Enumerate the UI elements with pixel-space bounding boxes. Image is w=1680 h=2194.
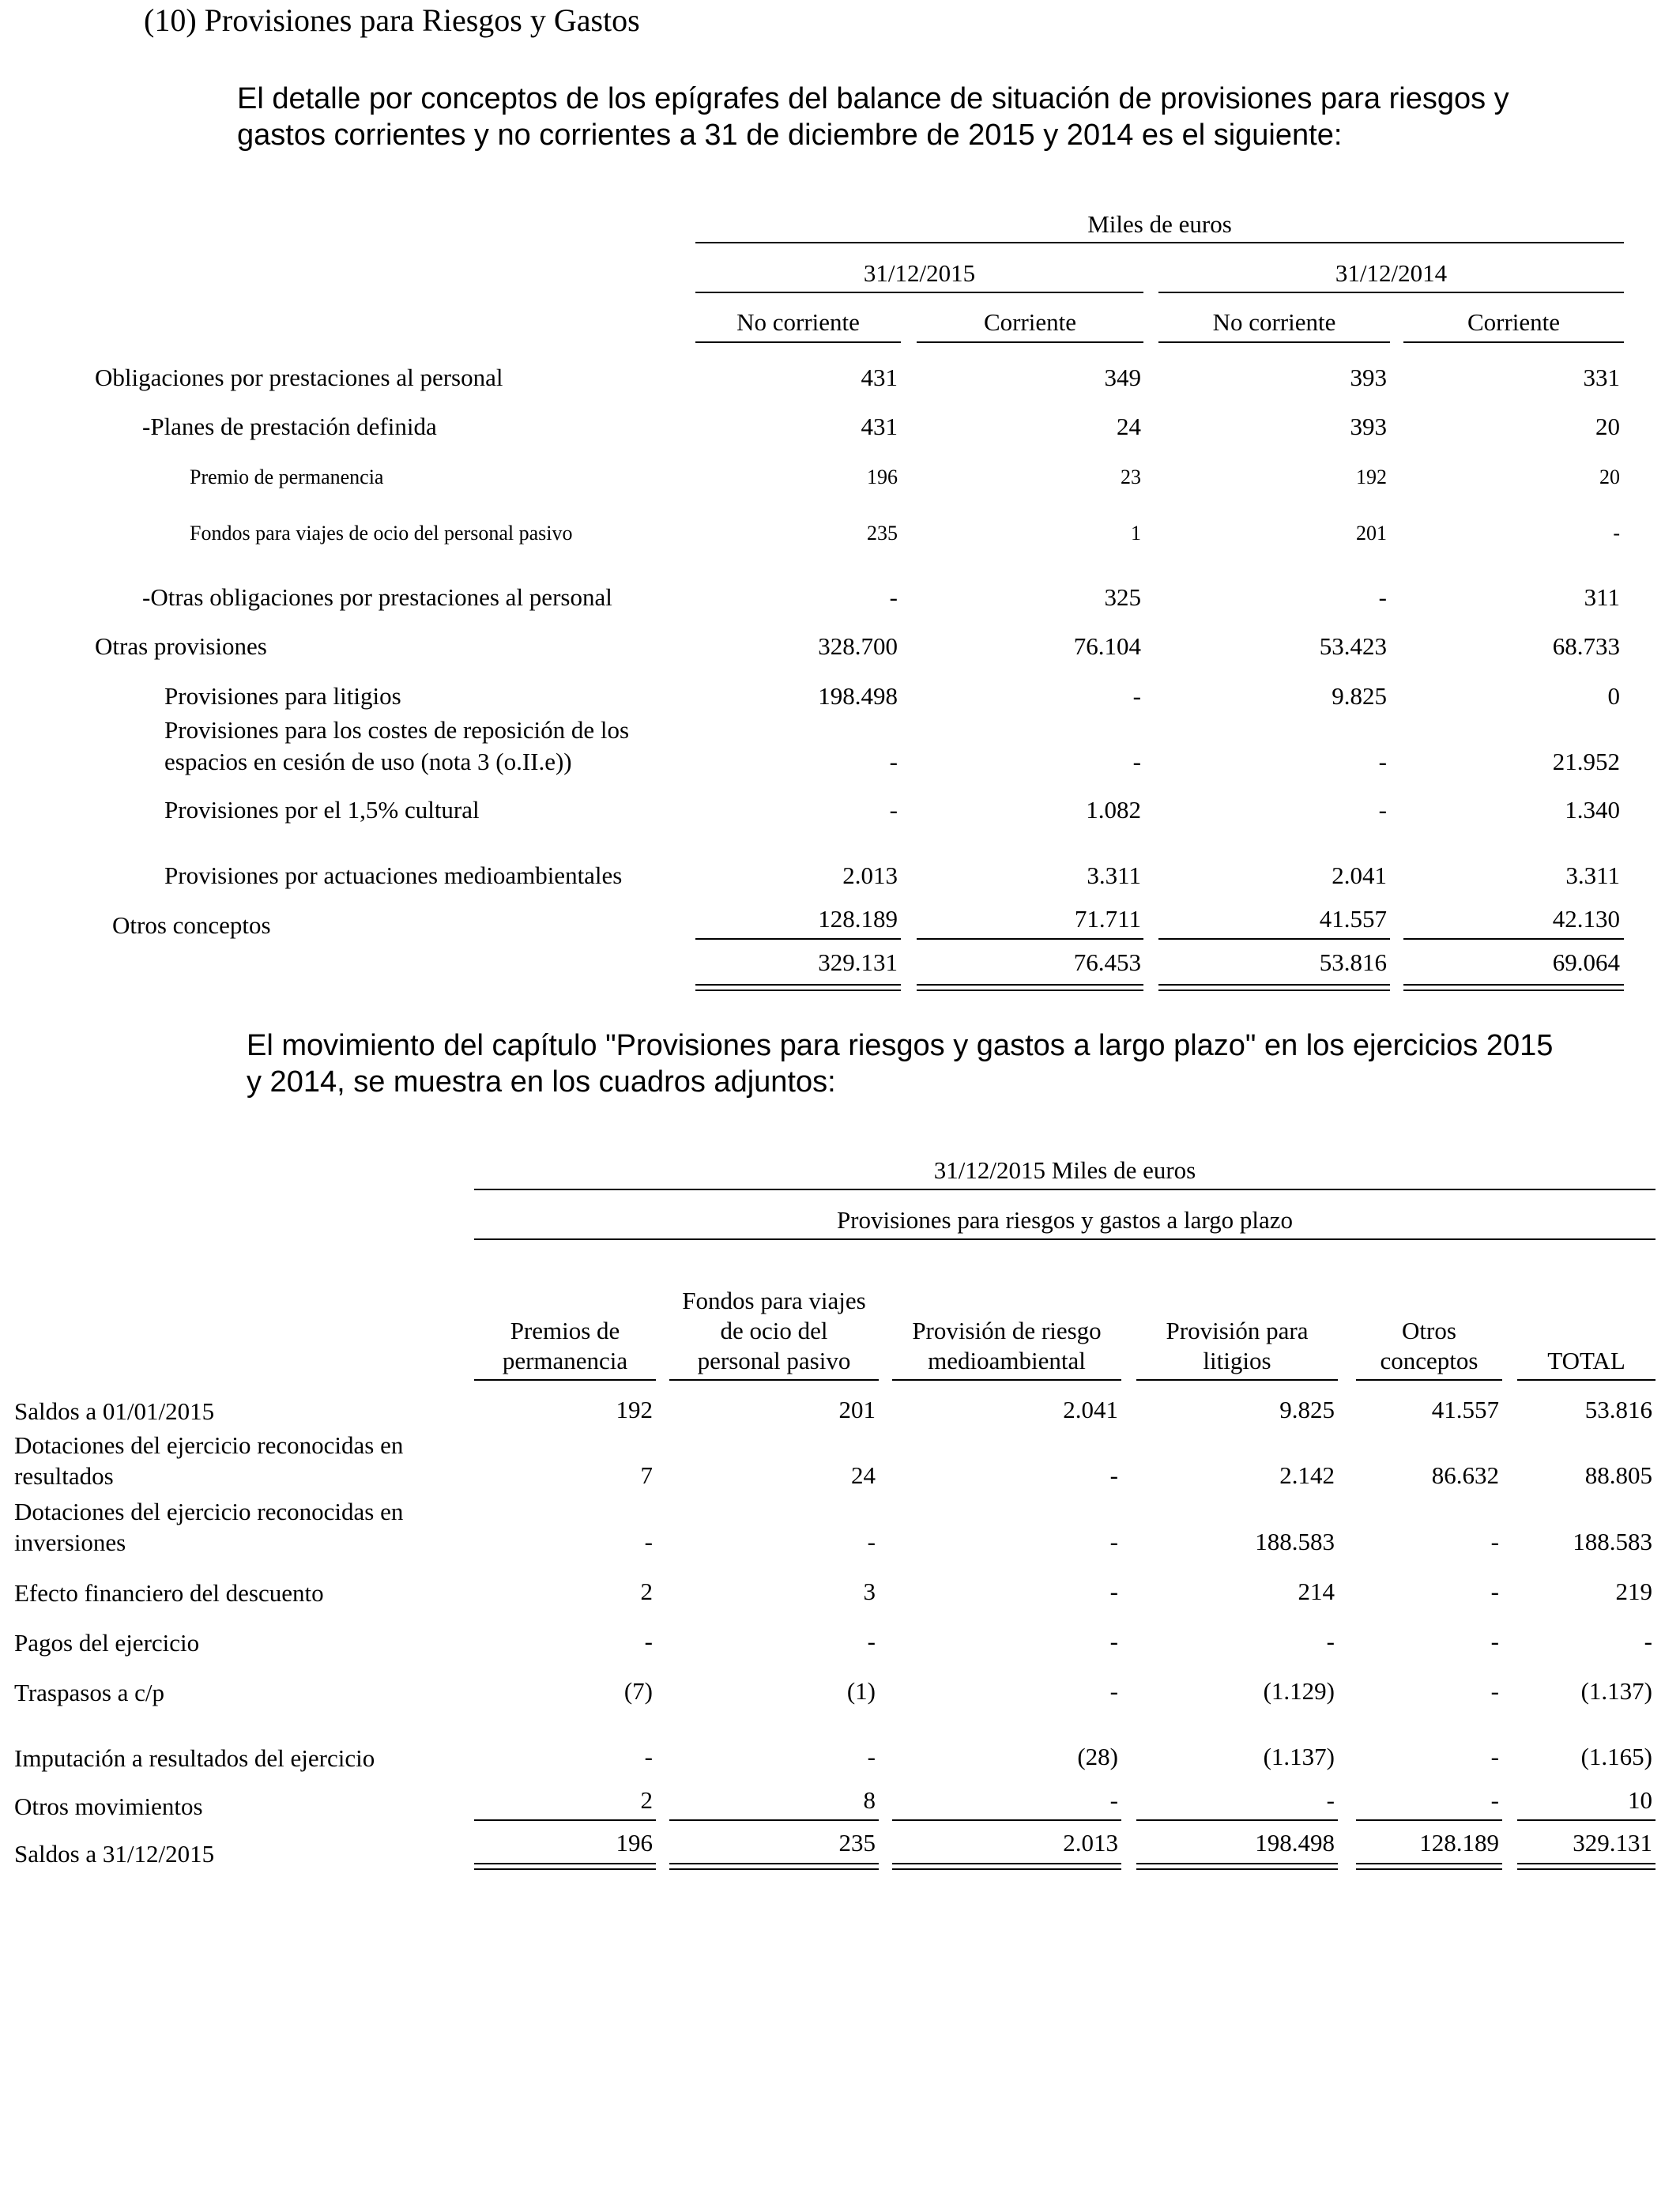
divider xyxy=(474,1189,1656,1190)
table2-row-label: Dotaciones del ejercicio reconocidas en inversiones xyxy=(14,1498,404,1556)
table2-total: 329.131 xyxy=(1573,1829,1652,1857)
table1-cell: 328.700 xyxy=(818,632,898,660)
table2-row-label: Saldos a 01/01/2015 xyxy=(14,1397,215,1425)
double-underline xyxy=(892,1863,1121,1870)
table1-cell: 53.423 xyxy=(1319,632,1387,660)
table1-period-2014: 31/12/2014 xyxy=(1335,259,1448,287)
table2-cell: 214 xyxy=(1298,1578,1335,1605)
table1-cell: 68.733 xyxy=(1552,632,1620,660)
divider xyxy=(695,938,901,940)
table1-total: 53.816 xyxy=(1319,948,1387,976)
divider xyxy=(474,1379,656,1381)
table1-cell: 24 xyxy=(1117,413,1141,440)
divider xyxy=(474,1819,656,1821)
table1-subheader: Corriente xyxy=(1467,308,1561,336)
table2-row-label: Saldos a 31/12/2015 xyxy=(14,1840,215,1868)
table2-row-label: Imputación a resultados del ejercicio xyxy=(14,1744,375,1772)
table2-cell: 192 xyxy=(616,1396,653,1423)
table1-cell: 431 xyxy=(861,364,898,391)
divider xyxy=(695,341,901,343)
table1-cell: 1.082 xyxy=(1086,796,1141,824)
table2-cell: 88.805 xyxy=(1584,1461,1652,1489)
table2-row-label: Efecto financiero del descuento xyxy=(14,1579,324,1607)
table1-cell: 192 xyxy=(1356,466,1387,488)
table1-row-label: -Planes de prestación definida xyxy=(142,413,437,440)
divider xyxy=(1403,341,1624,343)
table1-cell: 3.311 xyxy=(1087,861,1141,889)
table1-subheader: No corriente xyxy=(736,308,860,336)
table2-cell: - xyxy=(644,1743,653,1770)
table2-total: 198.498 xyxy=(1255,1829,1335,1857)
table2-column-header: Otros conceptos xyxy=(1380,1317,1478,1374)
table1-total: 69.064 xyxy=(1552,948,1620,976)
table2-column-header: Provisión de riesgo medioambiental xyxy=(912,1317,1102,1374)
table1-cell: - xyxy=(889,583,898,611)
table2-cell: 219 xyxy=(1615,1578,1652,1605)
table1-row-label: Provisiones por el 1,5% cultural xyxy=(164,796,480,824)
divider xyxy=(1356,1379,1502,1381)
divider xyxy=(669,1379,879,1381)
table2-cell: 8 xyxy=(863,1786,876,1814)
table1-cell: 41.557 xyxy=(1319,905,1387,933)
table1-cell: - xyxy=(1613,522,1620,545)
table2-cell: - xyxy=(1490,1578,1499,1605)
table1-cell: 2.041 xyxy=(1332,861,1387,889)
table1-row-label: espacios en cesión de uso (nota 3 (o.II.e)) xyxy=(164,748,572,775)
divider xyxy=(1158,938,1390,940)
table1-row-label: Fondos para viajes de ocio del personal pasivo xyxy=(190,522,573,545)
double-underline xyxy=(1136,1863,1338,1870)
table2-row-label: Traspasos a c/p xyxy=(14,1679,165,1706)
table2-cell: 7 xyxy=(640,1461,653,1489)
table2-cell: 2 xyxy=(640,1578,653,1605)
table1-subheader: No corriente xyxy=(1212,308,1336,336)
table2-cell: - xyxy=(867,1528,876,1555)
double-underline xyxy=(1158,984,1390,991)
section-title: (10) Provisiones para Riesgos y Gastos xyxy=(144,2,640,38)
table2-cell: - xyxy=(1326,1627,1335,1655)
intro-line: El detalle por conceptos de los epígrafes del balance de situación de provisiones para riesgos y xyxy=(237,82,1509,115)
table2-cell: 10 xyxy=(1628,1786,1652,1814)
table2-cell: 188.583 xyxy=(1573,1528,1652,1555)
table1-cell: 20 xyxy=(1599,466,1620,488)
table2-unit-header: 31/12/2015 Miles de euros xyxy=(933,1156,1196,1184)
table1-cell: 198.498 xyxy=(818,682,898,710)
divider xyxy=(1158,341,1390,343)
table1-cell: 1.340 xyxy=(1565,796,1620,824)
movement-line: y 2014, se muestra en los cuadros adjuntos: xyxy=(247,1065,836,1099)
table1-row-label: Provisiones para litigios xyxy=(164,682,401,710)
table2-cell: - xyxy=(1490,1743,1499,1770)
table2-cell: 2 xyxy=(640,1786,653,1814)
divider xyxy=(1356,1819,1502,1821)
table2-row-label: Otros movimientos xyxy=(14,1793,203,1820)
table2-cell: (7) xyxy=(623,1677,653,1705)
table2-cell: (1.137) xyxy=(1263,1743,1335,1770)
table1-cell: 201 xyxy=(1356,522,1387,545)
table2-total: 2.013 xyxy=(1063,1829,1118,1857)
table2-total: 235 xyxy=(838,1829,876,1857)
table2-cell: - xyxy=(1109,1627,1118,1655)
divider xyxy=(1136,1379,1338,1381)
divider xyxy=(892,1819,1121,1821)
table2-cell: - xyxy=(867,1627,876,1655)
table2-cell: - xyxy=(1109,1786,1118,1814)
table2-cell: (1) xyxy=(846,1677,876,1705)
divider xyxy=(892,1379,1121,1381)
table2-column-header: Premios de permanencia xyxy=(502,1317,628,1374)
table2-cell: - xyxy=(644,1528,653,1555)
table1-row-label: Provisiones para los costes de reposición de los xyxy=(164,716,630,744)
table2-cell: 3 xyxy=(863,1578,876,1605)
table2-cell: - xyxy=(1490,1528,1499,1555)
double-underline xyxy=(695,984,901,991)
divider xyxy=(1136,1819,1338,1821)
table1-cell: 235 xyxy=(867,522,898,545)
table2-cell: 9.825 xyxy=(1279,1396,1335,1423)
table1-cell: - xyxy=(1378,583,1387,611)
table1-cell: 325 xyxy=(1104,583,1141,611)
table2-cell: - xyxy=(1109,1528,1118,1555)
double-underline xyxy=(1356,1863,1502,1870)
table2-cell: - xyxy=(1490,1786,1499,1814)
table2-row-label: Pagos del ejercicio xyxy=(14,1629,200,1657)
table2-cell: (1.165) xyxy=(1580,1743,1652,1770)
table2-cell: - xyxy=(1490,1627,1499,1655)
divider xyxy=(1158,292,1624,293)
table1-row-label: Premio de permanencia xyxy=(190,466,384,488)
table2-column-header: Provisión para litigios xyxy=(1166,1317,1309,1374)
table1-cell: 3.311 xyxy=(1565,861,1620,889)
double-underline xyxy=(474,1863,656,1870)
table1-row-label: -Otras obligaciones por prestaciones al personal xyxy=(142,583,612,611)
table1-cell: 71.711 xyxy=(1074,905,1141,933)
table1-cell: 9.825 xyxy=(1332,682,1387,710)
table2-cell: 188.583 xyxy=(1255,1528,1335,1555)
table2-cell: 41.557 xyxy=(1431,1396,1499,1423)
intro-line: gastos corrientes y no corrientes a 31 de diciembre de 2015 y 2014 es el siguiente: xyxy=(237,119,1343,152)
table1-cell: 1 xyxy=(1131,522,1141,545)
table2-row-label: Dotaciones del ejercicio reconocidas en resultados xyxy=(14,1431,404,1490)
table1-row-label: Otros conceptos xyxy=(112,911,271,939)
divider xyxy=(917,341,1143,343)
table2-cell: 201 xyxy=(838,1396,876,1423)
divider xyxy=(917,938,1143,940)
table1-total: 76.453 xyxy=(1073,948,1141,976)
table1-cell: 76.104 xyxy=(1073,632,1141,660)
table1-row-label: Provisiones por actuaciones medioambientales xyxy=(164,861,623,889)
table1-cell: - xyxy=(1378,748,1387,775)
divider xyxy=(695,292,1143,293)
table1-cell: 20 xyxy=(1595,413,1620,440)
table2-cell: - xyxy=(1109,1677,1118,1705)
divider xyxy=(669,1819,879,1821)
table2-cell: - xyxy=(1109,1461,1118,1489)
table2-cell: 86.632 xyxy=(1431,1461,1499,1489)
table2-cell: - xyxy=(1490,1677,1499,1705)
table1-row-label: Otras provisiones xyxy=(95,632,267,660)
table1-row-label: Obligaciones por prestaciones al personal xyxy=(95,364,503,391)
table1-cell: 331 xyxy=(1583,364,1620,391)
double-underline xyxy=(1403,984,1624,991)
movement-line: El movimiento del capítulo "Provisiones para riesgos y gastos a largo plazo" en los ejercicios 2015 xyxy=(247,1029,1554,1062)
table2-cell: - xyxy=(867,1743,876,1770)
table1-cell: 0 xyxy=(1607,682,1620,710)
table2-cell: 2.041 xyxy=(1063,1396,1118,1423)
movement-paragraph xyxy=(247,1027,1590,1100)
table2-cell: - xyxy=(1109,1578,1118,1605)
divider xyxy=(1403,938,1624,940)
table2-cell: (28) xyxy=(1077,1743,1118,1770)
table2-total: 128.189 xyxy=(1419,1829,1499,1857)
divider xyxy=(474,1238,1656,1240)
table1-cell: 2.013 xyxy=(842,861,898,889)
table1-unit-header: Miles de euros xyxy=(1087,210,1232,238)
table2-cell: (1.137) xyxy=(1580,1677,1652,1705)
table1-cell: 21.952 xyxy=(1552,748,1620,775)
table2-cell: 24 xyxy=(851,1461,876,1489)
table2-column-header: TOTAL xyxy=(1547,1347,1625,1374)
table2-cell: 2.142 xyxy=(1279,1461,1335,1489)
table1-cell: - xyxy=(1132,748,1141,775)
table2-cell: - xyxy=(644,1627,653,1655)
table1-total: 329.131 xyxy=(818,948,898,976)
table1-cell: - xyxy=(889,748,898,775)
table1-cell: 42.130 xyxy=(1552,905,1620,933)
table2-cell: - xyxy=(1326,1786,1335,1814)
double-underline xyxy=(1517,1863,1656,1870)
double-underline xyxy=(669,1863,879,1870)
table1-cell: - xyxy=(889,796,898,824)
table1-cell: 393 xyxy=(1350,364,1387,391)
table1-cell: 349 xyxy=(1104,364,1141,391)
table2-column-header: Fondos para viajes de ocio del personal pasivo xyxy=(682,1287,866,1374)
table1-cell: - xyxy=(1378,796,1387,824)
intro-paragraph xyxy=(237,81,1580,153)
table1-cell: 311 xyxy=(1584,583,1620,611)
table2-total: 196 xyxy=(616,1829,653,1857)
table2-cell: 53.816 xyxy=(1584,1396,1652,1423)
table1-cell: 196 xyxy=(867,466,898,488)
double-underline xyxy=(917,984,1143,991)
table1-cell: - xyxy=(1132,682,1141,710)
table2-group-header: Provisiones para riesgos y gastos a largo plazo xyxy=(836,1206,1294,1234)
table1-cell: 431 xyxy=(861,413,898,440)
divider xyxy=(695,242,1624,243)
divider xyxy=(1517,1379,1656,1381)
divider xyxy=(1517,1819,1656,1821)
table1-cell: 393 xyxy=(1350,413,1387,440)
table1-cell: 128.189 xyxy=(818,905,898,933)
table2-cell: (1.129) xyxy=(1263,1677,1335,1705)
table1-period-2015: 31/12/2015 xyxy=(863,259,976,287)
table1-cell: 23 xyxy=(1121,466,1141,488)
table2-cell: - xyxy=(1644,1627,1652,1655)
table1-subheader: Corriente xyxy=(983,308,1077,336)
